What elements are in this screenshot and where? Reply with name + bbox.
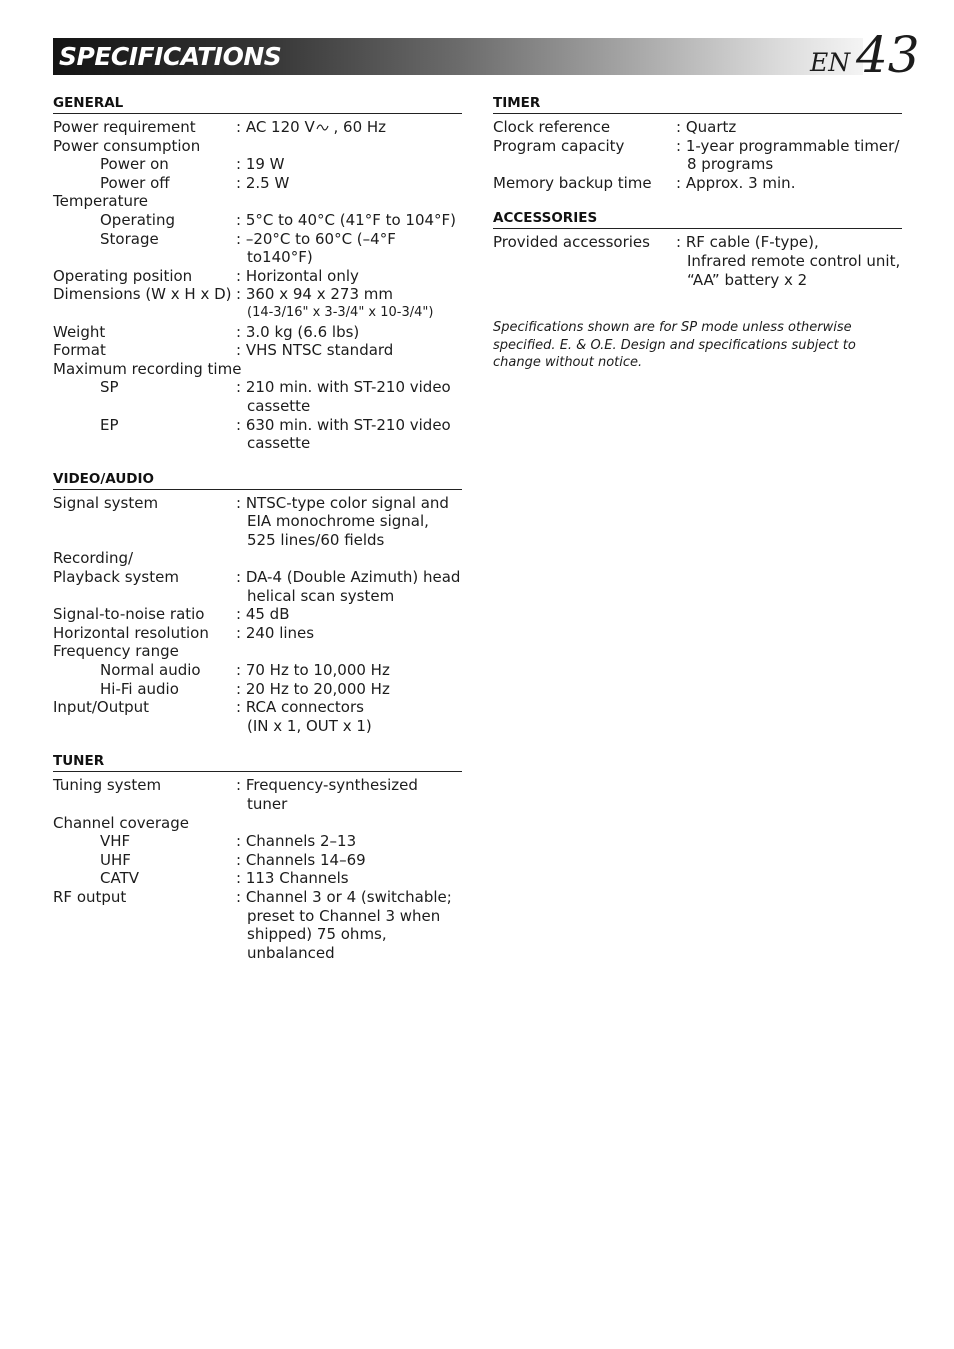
- spec-value-text: : Channels 14–69: [236, 850, 366, 869]
- spec-value: [236, 698, 462, 717]
- spec-label: RF output: [53, 887, 127, 906]
- spec-row: [53, 869, 462, 888]
- spec-value: [676, 271, 902, 290]
- spec-label: CATV: [100, 869, 139, 888]
- spec-value: [676, 118, 902, 137]
- spec-row: [53, 549, 462, 568]
- spec-row: [53, 323, 462, 342]
- spec-value-text: : –20°C to 60°C (–4°F to140°F): [236, 229, 396, 267]
- section-title: ACCESSORIES: [493, 209, 902, 229]
- spec-value: [236, 285, 462, 304]
- spec-row: [53, 211, 462, 230]
- spec-label: Input/Output: [53, 698, 149, 717]
- section-title: VIDEO/AUDIO: [53, 470, 462, 490]
- right-column: [493, 94, 902, 372]
- spec-value: [236, 624, 462, 643]
- spec-label: Memory backup time: [493, 173, 652, 192]
- spec-value: [236, 851, 462, 870]
- spec-row: [53, 814, 462, 833]
- spec-row: [53, 494, 462, 550]
- spec-value-text: : 3.0 kg (6.6 lbs): [236, 322, 360, 341]
- spec-value-text: : 113 Channels: [236, 869, 349, 888]
- spec-value: [236, 814, 462, 833]
- spec-value-text: : Channel 3 or 4 (switchable; preset to Channel 3 when shipped) 75 ohms, unbalanced: [236, 887, 452, 962]
- left-column: [53, 94, 462, 979]
- spec-value: [236, 211, 462, 230]
- spec-value: [236, 549, 462, 568]
- spec-row: [53, 137, 462, 156]
- spec-row: [53, 155, 462, 174]
- spec-row: [53, 360, 462, 379]
- spec-label: Tuning system: [53, 776, 162, 795]
- spec-value-text: : 45 dB: [236, 605, 290, 624]
- spec-value-text: : 19 W: [236, 155, 285, 174]
- spec-value-text: (IN x 1, OUT x 1): [247, 716, 372, 735]
- spec-label: UHF: [100, 850, 131, 869]
- spec-label: Playback system: [53, 568, 179, 587]
- spec-row: [53, 230, 462, 267]
- spec-row: [53, 832, 462, 851]
- spec-value: [236, 360, 462, 379]
- spec-label: Horizontal resolution: [53, 623, 209, 642]
- spec-value-text: : 5°C to 40°C (41°F to 104°F): [236, 210, 457, 229]
- spec-row: [53, 776, 462, 813]
- spec-value: [236, 267, 462, 286]
- spec-label: Operating position: [53, 266, 193, 285]
- spec-value-text: : 210 min. with ST-210 video cassette: [236, 378, 451, 415]
- spec-label: VHF: [100, 832, 131, 851]
- spec-value: [236, 341, 462, 360]
- header-bar: [53, 38, 863, 75]
- section-general: [53, 94, 462, 453]
- spec-value-text: : DA-4 (Double Azimuth) head helical scan system: [236, 568, 461, 605]
- spec-label: Signal-to-noise ratio: [53, 605, 205, 624]
- spec-label: Hi-Fi audio: [100, 679, 179, 698]
- spec-row: [53, 642, 462, 661]
- spec-value-text: : RCA connectors: [236, 698, 364, 717]
- spec-value: [676, 252, 902, 271]
- spec-row: [53, 680, 462, 699]
- spec-value: [236, 605, 462, 624]
- spec-value-text: : NTSC-type color signal and EIA monochrome signal, 525 lines/60 fields: [236, 493, 449, 549]
- spec-label: Power off: [100, 173, 170, 192]
- spec-value: [236, 888, 462, 962]
- spec-value: [676, 137, 902, 174]
- spec-row: [53, 661, 462, 680]
- spec-row: [493, 174, 902, 193]
- spec-label: Format: [53, 341, 106, 360]
- spec-label: SP: [100, 378, 119, 397]
- spec-label: Normal audio: [100, 661, 201, 680]
- section-accessories: [493, 209, 902, 289]
- spec-value: [236, 717, 462, 736]
- spec-value: [236, 230, 462, 267]
- spec-label: Power on: [100, 155, 169, 174]
- spec-label: Frequency range: [53, 642, 179, 661]
- spec-value: [236, 776, 462, 813]
- spec-value: [236, 192, 462, 211]
- spec-row: [53, 285, 462, 304]
- spec-value-text: : Frequency-synthesized tuner: [236, 776, 418, 813]
- spec-value: [236, 642, 462, 661]
- spec-row: [53, 304, 462, 323]
- spec-value: [676, 174, 902, 193]
- spec-value: [236, 118, 462, 137]
- spec-row: [53, 605, 462, 624]
- spec-label: Maximum recording time: [53, 359, 242, 378]
- spec-value: [236, 323, 462, 342]
- page-title: SPECIFICATIONS: [59, 42, 282, 71]
- footnote: Specifications shown are for SP mode unless otherwise specified. E. & O.E. Design and specifications subject to change without notice.: [493, 320, 856, 371]
- spec-value-text: : Approx. 3 min.: [676, 173, 796, 192]
- spec-row: [53, 378, 462, 415]
- spec-value-text: : RF cable (F-type),: [676, 233, 819, 252]
- section-timer: [493, 94, 902, 192]
- language-code: EN: [810, 48, 851, 77]
- spec-label: [493, 271, 676, 290]
- spec-label: EP: [100, 415, 119, 434]
- spec-row: [53, 192, 462, 211]
- spec-value: [236, 378, 462, 415]
- spec-value-tail: , 60 Hz: [328, 118, 387, 136]
- spec-value-text: : Channels 2–13: [236, 832, 357, 851]
- spec-value: [236, 494, 462, 550]
- spec-row: [53, 341, 462, 360]
- section-tuner: [53, 752, 462, 962]
- spec-value-text: : 360 x 94 x 273 mm: [236, 285, 393, 304]
- ac-wave-icon: [316, 123, 329, 132]
- spec-label: Recording/: [53, 549, 134, 568]
- spec-row: [53, 624, 462, 643]
- spec-row: [53, 698, 462, 717]
- spec-value: [236, 155, 462, 174]
- spec-row: [493, 233, 902, 252]
- spec-row: [53, 174, 462, 193]
- spec-row: [493, 118, 902, 137]
- spec-row: [493, 137, 902, 174]
- spec-label: Provided accessories: [493, 233, 650, 252]
- section-title: TUNER: [53, 752, 462, 772]
- spec-row: [53, 851, 462, 870]
- spec-value: [236, 680, 462, 699]
- spec-label: Operating: [100, 210, 175, 229]
- spec-label: Channel coverage: [53, 813, 189, 832]
- spec-label: Power requirement: [53, 118, 196, 136]
- spec-value: [236, 869, 462, 888]
- spec-value-text: : 20 Hz to 20,000 Hz: [236, 679, 390, 698]
- spec-label: Dimensions (W x H x D): [53, 285, 232, 304]
- spec-value: [236, 304, 462, 323]
- spec-value-text: Infrared remote control unit,: [687, 251, 901, 270]
- spec-label: [53, 304, 236, 323]
- spec-label: Temperature: [53, 192, 149, 211]
- spec-label: [493, 252, 676, 271]
- spec-label: [53, 717, 236, 736]
- page-number: 43: [856, 26, 920, 84]
- spec-value: [236, 661, 462, 680]
- spec-label: Weight: [53, 322, 106, 341]
- spec-value-text: : 1-year programmable timer/ 8 programs: [676, 136, 900, 174]
- spec-row: [53, 118, 462, 137]
- spec-value-text: (14-3/16" x 3-3/4" x 10-3/4"): [247, 304, 434, 320]
- spec-value-text: : 70 Hz to 10,000 Hz: [236, 661, 390, 680]
- spec-label: Storage: [100, 229, 159, 248]
- section-title: TIMER: [493, 94, 902, 114]
- spec-label: Clock reference: [493, 118, 611, 136]
- spec-value-text: : AC 120 V: [236, 118, 315, 136]
- spec-label: Program capacity: [493, 136, 625, 155]
- spec-label: Power consumption: [53, 136, 201, 155]
- spec-value-text: : 630 min. with ST-210 video cassette: [236, 415, 451, 453]
- spec-value: [236, 174, 462, 193]
- spec-value-text: : Quartz: [676, 118, 737, 136]
- spec-row: [53, 416, 462, 453]
- spec-label: Signal system: [53, 493, 159, 512]
- spec-value-text: : VHS NTSC standard: [236, 341, 394, 360]
- spec-row: [493, 271, 902, 290]
- spec-value-text: : 240 lines: [236, 623, 315, 642]
- spec-row: [53, 717, 462, 736]
- spec-value: [236, 416, 462, 453]
- spec-row: [53, 568, 462, 605]
- spec-row: [53, 888, 462, 962]
- spec-row: [53, 267, 462, 286]
- spec-value: [236, 568, 462, 605]
- spec-value: [236, 137, 462, 156]
- spec-row: [493, 252, 902, 271]
- spec-value-text: “AA” battery x 2: [687, 270, 808, 289]
- section-title: GENERAL: [53, 94, 462, 114]
- spec-value-text: : Horizontal only: [236, 266, 359, 285]
- spec-value: [236, 832, 462, 851]
- spec-value: [676, 233, 902, 252]
- section-video-audio: [53, 470, 462, 736]
- spec-value-text: : 2.5 W: [236, 173, 290, 192]
